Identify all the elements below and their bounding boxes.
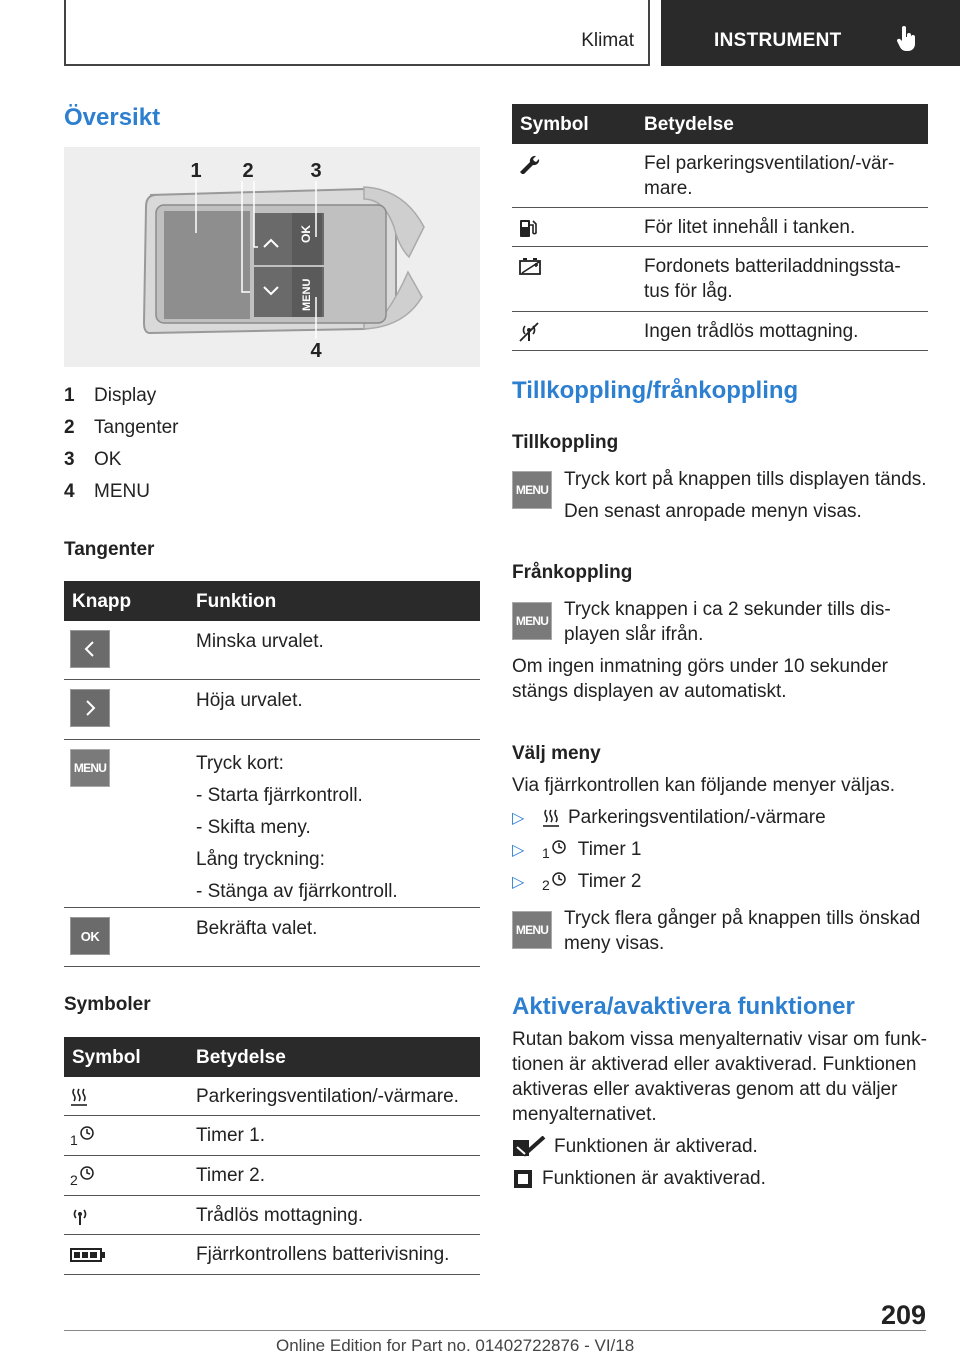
bullet-triangle-icon: ▷ [512, 810, 525, 827]
header-tab-instrument[interactable] [661, 0, 960, 66]
switch-on-note: Den senast anropade menyn visas. [564, 501, 862, 522]
symbols-header-symbol: Symbol [520, 114, 589, 135]
figure-ok-label: OK [299, 225, 313, 243]
symbol-meaning-text: Fjärrkontrollens batterivisning. [196, 1244, 450, 1265]
table-row [64, 1077, 480, 1116]
symbol-meaning-text-block [644, 151, 894, 201]
symbol-meaning-text: Trådlös mottagning. [196, 1205, 364, 1226]
parking-heater-icon [70, 1087, 88, 1107]
battery-charge-icon [518, 257, 544, 277]
legend-number: 4 [64, 481, 75, 502]
table-row [64, 1235, 480, 1275]
list-item [512, 869, 642, 895]
checkbox-checked-icon [512, 1136, 546, 1158]
switch-off-title: Frånkoppling [512, 562, 633, 583]
figure-label-3: 3 [310, 160, 322, 182]
keys-title: Tangenter [64, 539, 155, 560]
symbols-header-meaning: Betydelse [644, 114, 734, 135]
key-function-text: Minska urvalet. [196, 631, 324, 652]
no-wireless-icon [518, 321, 540, 343]
remote-control-illustration [64, 147, 480, 367]
status-active-text: Funktionen är aktiverad. [554, 1136, 758, 1157]
bullet-triangle-icon: ▷ [512, 874, 525, 891]
timer-2-icon [70, 1164, 96, 1188]
timer-number: 1 [70, 1132, 78, 1148]
switch-off-note [512, 654, 888, 704]
timer-1-icon [550, 838, 568, 856]
remote-control-figure [64, 147, 480, 367]
symbol-meaning-text: Timer 2. [196, 1165, 265, 1186]
menu-key-icon: MENU [512, 911, 552, 949]
press-repeat-line: Tryck flera gånger på knappen tills önskad [564, 908, 921, 929]
legend-text: Display [94, 385, 157, 406]
symbol-meaning-text: För litet innehåll i tanken. [644, 217, 856, 238]
symbol-meaning-line: Fel parkeringsventilation/-vär- [644, 153, 895, 174]
legend-item [64, 444, 464, 476]
symbol-meaning-text-block [644, 254, 901, 304]
symbol-meaning-line: mare. [644, 178, 693, 199]
figure-label-2: 2 [242, 160, 254, 182]
symbol-meaning-line: Fordonets batteriladdningssta- [644, 256, 901, 277]
switch-on-title: Tillkoppling [512, 432, 619, 453]
key-function-text: Höja urvalet. [196, 690, 303, 711]
legend-number: 3 [64, 449, 75, 470]
menu-key-icon: MENU [512, 602, 552, 640]
symbols-header-symbol: Symbol [72, 1047, 141, 1068]
symbols-title: Symboler [64, 994, 151, 1015]
fuel-pump-icon [518, 217, 538, 239]
legend-number: 1 [64, 385, 75, 406]
legend-item [64, 476, 464, 508]
switch-off-instruction-line: playen slår ifrån. [564, 624, 704, 645]
symbols-table [64, 1037, 480, 1275]
activate-description [512, 1027, 927, 1127]
table-row [512, 312, 928, 351]
legend-text: Tangenter [94, 417, 179, 438]
status-inactive-text: Funktionen är avaktiverad. [542, 1168, 766, 1189]
figure-label-1: 1 [190, 160, 202, 182]
legend-item [64, 412, 464, 444]
keys-header-button: Knapp [72, 591, 132, 612]
symbol-meaning-text: Parkeringsventilation/-värmare. [196, 1086, 459, 1107]
header-tab-instrument-label: INSTRUMENT [714, 30, 842, 51]
symbol-meaning-text: Ingen trådlös mottagning. [644, 321, 859, 342]
page-number: 209 [880, 1300, 926, 1330]
timer-number: 2 [542, 877, 550, 893]
footer-divider [64, 1330, 926, 1331]
header-tab-klimat[interactable]: Klimat [581, 30, 634, 51]
activate-description-line: tionen är aktiverad eller avaktiverad. Funktionen [512, 1054, 917, 1075]
status-inactive-row [512, 1166, 766, 1192]
table-row [64, 680, 480, 740]
legend-text: OK [94, 449, 122, 470]
legend-number: 2 [64, 417, 75, 438]
bullet-triangle-icon: ▷ [512, 842, 525, 859]
keys-table-header [64, 581, 480, 621]
switch-on-instruction: Tryck kort på knappen tills displayen tänds. [564, 469, 927, 490]
switch-off-instruction-line: Tryck knappen i ca 2 sekunder tills dis- [564, 599, 891, 620]
press-repeat-line: meny visas. [564, 933, 665, 954]
table-row [512, 247, 928, 312]
battery-icon [70, 1247, 106, 1263]
footer-edition: Online Edition for Part no. 01402722876 - VI/18 [276, 1336, 635, 1355]
table-row [64, 621, 480, 680]
switch-off-instruction [564, 597, 891, 647]
key-function-line: - Starta fjärrkontroll. [196, 785, 363, 806]
switch-off-note-line: Om ingen inmatning görs under 10 sekunder [512, 656, 889, 677]
ok-key-icon: OK [70, 917, 110, 955]
wireless-reception-icon [70, 1206, 90, 1226]
chevron-right-key-icon [70, 689, 110, 727]
select-menu-intro: Via fjärrkontrollen kan följande menyer väljas. [512, 775, 896, 796]
timer-number: 1 [542, 845, 550, 861]
overview-title: Översikt [64, 104, 161, 131]
wrench-icon [518, 154, 540, 174]
key-function-line: Lång tryckning: [196, 849, 325, 870]
key-function-line: - Stänga av fjärrkontroll. [196, 881, 398, 902]
overview-legend [64, 380, 464, 508]
symbols-header-meaning: Betydelse [196, 1047, 286, 1068]
menu-item-text: Timer 1 [577, 839, 642, 860]
key-function-line: - Skifta meny. [196, 817, 311, 838]
table-row [64, 1156, 480, 1196]
keys-header-function: Funktion [196, 591, 277, 612]
status-active-row [512, 1134, 758, 1160]
menu-key-icon: MENU [70, 749, 110, 787]
menu-item-text: Timer 2 [577, 871, 642, 892]
figure-menu-label: MENU [301, 278, 313, 311]
table-row [64, 908, 480, 967]
menu-item-text: Parkeringsventilation/-värmare [568, 807, 826, 828]
symbols-table-header [64, 1037, 480, 1077]
timer-number: 2 [70, 1172, 78, 1188]
symbol-meaning-line: tus för låg. [644, 281, 733, 302]
activate-description-line: menyalternativet. [512, 1104, 657, 1125]
timer-2-icon [550, 870, 568, 888]
table-row [64, 1116, 480, 1156]
activate-description-line: aktiveras eller avaktiveras genom att du väljer [512, 1079, 898, 1100]
chevron-left-key-icon [70, 630, 110, 668]
keys-table [64, 581, 480, 967]
list-item [512, 805, 826, 831]
key-function-line: Tryck kort: [196, 753, 284, 774]
symbols-table-header [512, 104, 928, 144]
table-row [64, 1196, 480, 1235]
table-row [512, 208, 928, 247]
list-item [512, 837, 642, 863]
legend-item [64, 380, 464, 412]
menu-key-icon: MENU [512, 471, 552, 509]
press-repeat-instruction [564, 906, 920, 956]
parking-heater-icon [542, 808, 560, 828]
timer-1-icon [70, 1124, 96, 1148]
symbols-table-continued [512, 104, 928, 351]
legend-text: MENU [94, 481, 150, 502]
symbol-meaning-text: Timer 1. [196, 1125, 265, 1146]
table-row [64, 740, 480, 908]
key-function-text-block [196, 748, 398, 908]
switch-off-note-line: stängs displayen av automatiskt. [512, 681, 787, 702]
activate-description-line: Rutan bakom vissa menyalternativ visar om funk- [512, 1029, 927, 1050]
pointing-hand-icon [896, 26, 918, 52]
activate-section-title: Aktivera/avaktivera funktioner [512, 993, 855, 1020]
toggle-section-title: Tillkoppling/frånkoppling [512, 377, 799, 404]
checkbox-unchecked-icon [512, 1168, 534, 1190]
key-function-text: Bekräfta valet. [196, 918, 318, 939]
figure-label-4: 4 [310, 340, 322, 362]
select-menu-title: Välj meny [512, 743, 601, 764]
table-row [512, 144, 928, 208]
